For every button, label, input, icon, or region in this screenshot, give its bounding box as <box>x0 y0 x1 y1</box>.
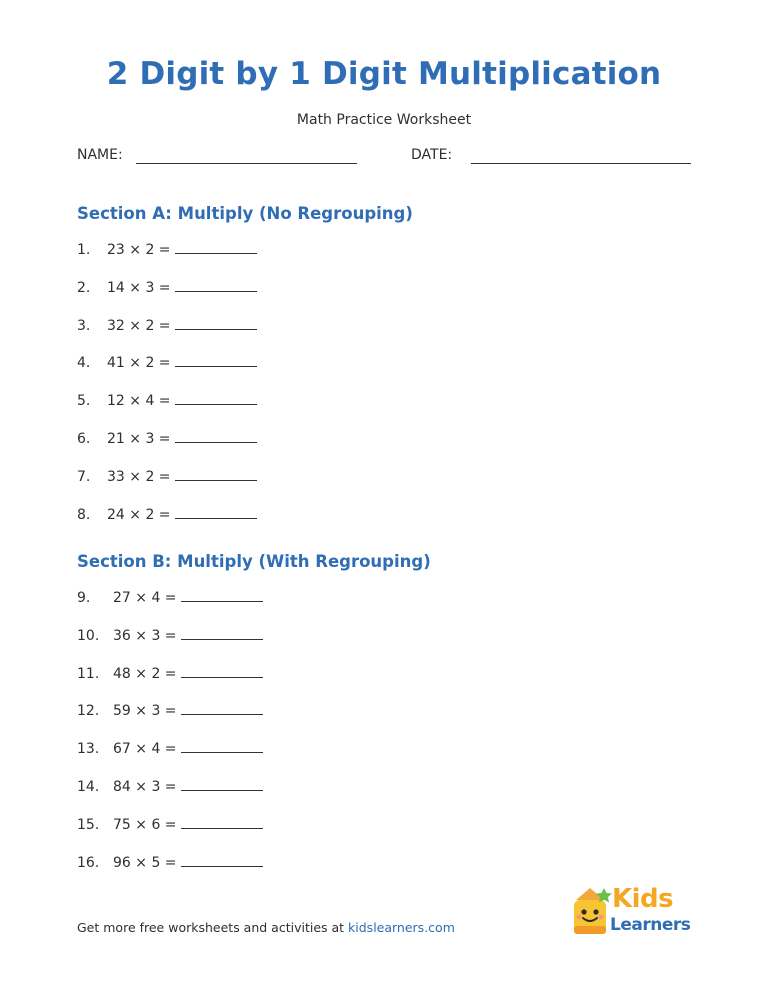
footer-link[interactable]: kidslearners.com <box>348 920 455 935</box>
problem-expression: 84 × 3 = <box>113 779 177 795</box>
logo-word-learners: Learners <box>610 915 691 935</box>
problem-row <box>77 241 257 258</box>
problem-row <box>77 392 257 409</box>
problem-number: 9. <box>77 590 91 606</box>
answer-blank[interactable] <box>175 317 257 330</box>
problem-number: 1. <box>77 242 91 258</box>
problem-row <box>77 279 257 296</box>
footer-text <box>77 920 455 935</box>
problem-expression: 33 × 2 = <box>107 468 171 485</box>
footer-message: Get more free worksheets and activities at <box>77 920 349 935</box>
problem-row <box>77 317 257 334</box>
problem-row <box>77 854 263 871</box>
name-line[interactable] <box>136 163 357 164</box>
problem-number: 4. <box>77 355 91 372</box>
problem-expression: 67 × 4 = <box>113 741 177 758</box>
problem-expression: 48 × 2 = <box>113 665 177 682</box>
problem-number: 13. <box>77 741 100 758</box>
answer-blank[interactable] <box>181 702 263 715</box>
problem-row <box>77 354 257 371</box>
problem-row <box>77 816 263 833</box>
answer-blank[interactable] <box>181 854 263 867</box>
problem-number: 7. <box>77 468 91 485</box>
answer-blank[interactable] <box>175 354 257 367</box>
answer-blank[interactable] <box>181 778 263 791</box>
problem-row <box>77 740 263 757</box>
problem-row <box>77 468 257 485</box>
problem-number: 12. <box>77 703 100 720</box>
answer-blank[interactable] <box>181 589 263 602</box>
problem-row <box>77 430 257 447</box>
problem-expression: 21 × 3 = <box>107 431 171 447</box>
problem-number: 2. <box>77 279 91 296</box>
problem-number: 8. <box>77 506 91 523</box>
problem-expression: 59 × 3 = <box>113 703 177 720</box>
answer-blank[interactable] <box>181 627 263 640</box>
answer-blank[interactable] <box>181 740 263 753</box>
problem-row <box>77 506 257 523</box>
problem-number: 3. <box>77 317 91 334</box>
name-label: NAME: <box>77 147 123 163</box>
section-b-heading: Section B: Multiply (With Regrouping) <box>77 552 431 571</box>
problem-number: 15. <box>77 816 100 833</box>
date-label: DATE: <box>411 147 453 163</box>
problem-expression: 41 × 2 = <box>107 355 171 372</box>
section-a-heading: Section A: Multiply (No Regrouping) <box>77 204 413 223</box>
pencil-mascot-icon <box>568 886 612 938</box>
problem-row <box>77 778 263 795</box>
problem-expression: 24 × 2 = <box>107 506 171 523</box>
problem-expression: 32 × 2 = <box>107 317 171 334</box>
answer-blank[interactable] <box>181 816 263 829</box>
answer-blank[interactable] <box>175 392 257 405</box>
problem-expression: 96 × 5 = <box>113 854 177 871</box>
answer-blank[interactable] <box>175 430 257 443</box>
problem-expression: 27 × 4 = <box>113 590 177 606</box>
problem-row <box>77 665 263 682</box>
problem-expression: 14 × 3 = <box>107 279 171 296</box>
problem-number: 16. <box>77 854 100 871</box>
problem-number: 6. <box>77 431 91 447</box>
problem-row <box>77 627 263 644</box>
problem-expression: 36 × 3 = <box>113 627 177 644</box>
problem-row <box>77 702 263 719</box>
problem-expression: 75 × 6 = <box>113 816 177 833</box>
date-line[interactable] <box>471 163 691 164</box>
logo-word-kids: Kids <box>612 884 674 914</box>
page-subtitle: Math Practice Worksheet <box>296 112 472 128</box>
problem-number: 10. <box>77 627 100 644</box>
problem-number: 14. <box>77 779 100 795</box>
answer-blank[interactable] <box>175 241 257 254</box>
problem-number: 5. <box>77 393 91 410</box>
page-title: 2 Digit by 1 Digit Multiplication <box>106 56 662 92</box>
answer-blank[interactable] <box>175 279 257 292</box>
problem-row <box>77 589 263 606</box>
answer-blank[interactable] <box>175 506 257 519</box>
kids-learners-logo <box>568 884 698 940</box>
problem-expression: 12 × 4 = <box>107 393 171 410</box>
problem-number: 11. <box>77 665 100 682</box>
answer-blank[interactable] <box>181 665 263 678</box>
answer-blank[interactable] <box>175 468 257 481</box>
problem-expression: 23 × 2 = <box>107 242 171 258</box>
